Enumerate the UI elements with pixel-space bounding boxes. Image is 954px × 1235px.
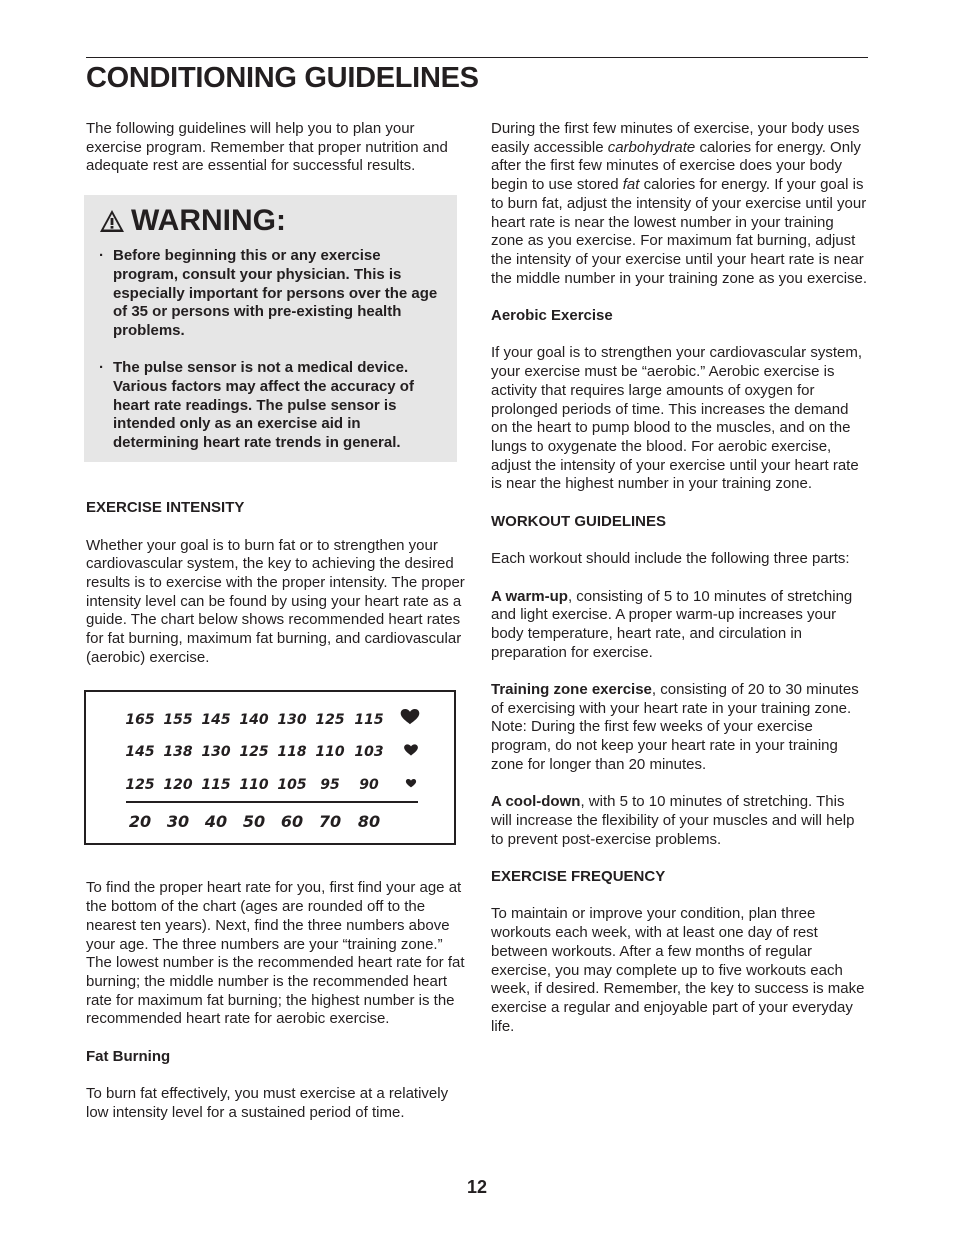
exercise-intensity-heading: EXERCISE INTENSITY [86, 499, 245, 517]
exercise-frequency-paragraph: To maintain or improve your condition, plan three workouts each week, with at least one day of rest between workouts. After a few months of regular exercise, you may complete up to five workouts each week, if desired. Remember, the key to success is make exercise a regular and enjoyable part of your everyday life. [491, 905, 865, 1035]
heart-rate-value: 140 [239, 712, 269, 728]
bullet-icon: · [99, 359, 104, 377]
page-title: CONDITIONING GUIDELINES [86, 62, 479, 94]
heart-rate-value: 125 [315, 712, 345, 728]
heart-rate-value: 103 [354, 744, 384, 760]
text-run: , consisting of 5 to 10 minutes of stretching and light exercise. A proper warm-up increases your body temperature, heart rate, and circulation in preparation for exercise. [491, 587, 853, 661]
aerobic-heading: Aerobic Exercise [491, 307, 613, 325]
warning-title: WARNING: [131, 204, 286, 238]
warning-heading [99, 203, 445, 239]
age-label: 80 [357, 812, 381, 831]
age-label: 60 [280, 812, 304, 831]
warning-item [99, 359, 445, 453]
intro-paragraph: The following guidelines will help you to plan your exercise program. Remember that proper nutrition and adequate rest are essential for successful results. [86, 120, 448, 175]
training-zone-label: Training zone exercise [491, 681, 652, 698]
exercise-intensity-paragraph: Whether your goal is to burn fat or to strengthen your cardiovascular system, the key to achieving the desired results is to exercise with the proper intensity. The proper intensity level can be found by using your heart rate as a guide. The chart below shows recommended heart rates for fat burning, maximum fat burning, and cardiovascular (aerobic) exercise. [86, 536, 465, 666]
text-run: calories for energy. If your goal is to burn fat, adjust the intensity of your exercise until your heart rate is near the lowest number in your training zone as you exercise. For maximum fat burning, adjust the intensity of your exercise until your heart rate is near the middle number in your training zone as you exercise. [491, 176, 868, 287]
heart-rate-value: 130 [277, 712, 307, 728]
warning-item-text: The pulse sensor is not a medical device. Various factors may affect the accuracy of heart rate readings. The pulse sensor is intended only as an exercise aid in determining heart rate trends in general. [113, 359, 414, 452]
heart-rate-value: 105 [277, 777, 307, 793]
text-run: , consisting of 20 to 30 minutes of exercising with your heart rate in your training zone. Note: During the first few weeks of your exercise program, do not keep your heart rate in your training zone for longer than 20 minutes. [491, 681, 859, 773]
age-label: 40 [204, 812, 228, 831]
heart-rate-value: 115 [354, 712, 384, 728]
heart-large-icon [401, 709, 420, 724]
text-run: During the first few minutes of exercise, your body uses easily accessible [491, 120, 860, 156]
heart-medium-icon [404, 744, 418, 755]
heart-rate-value: 118 [277, 744, 307, 760]
after-chart-paragraph: To find the proper heart rate for you, first find your age at the bottom of the chart (ages are rounded off to the nearest ten years). Next, find the three numbers above your age. The three numbers are your “training zone.” The lowest number is the recommended heart rate for fat burning; the middle number is the recommended heart rate for maximum fat burning; the highest number is the recommended heart rate for aerobic exercise. [86, 879, 465, 1028]
heart-rate-value: 155 [163, 712, 193, 728]
warning-item-text: Before beginning this or any exercise program, consult your physician. This is especially important for persons over the age of 35 or persons with pre-existing health problems. [113, 247, 438, 339]
age-label: 70 [318, 812, 342, 831]
warm-up-paragraph [491, 588, 869, 663]
heart-rate-value: 120 [163, 777, 193, 793]
heart-rate-value: 125 [239, 744, 269, 760]
heart-rate-value: 110 [315, 744, 345, 760]
aerobic-paragraph: If your goal is to strengthen your cardiovascular system, your exercise must be “aerobic.” Aerobic exercise is activity that requires large amounts of oxygen for prolonged periods of time. This increases the demand on the heart to pump blood to the muscles, and on the lungs to oxygenate the blood. For aerobic exercise, adjust the intensity of your exercise until your heart rate is near the highest number in your training zone. [491, 344, 863, 493]
emphasis-text: carbohydrate [607, 138, 696, 156]
warning-box [84, 195, 457, 462]
warning-item [99, 247, 445, 341]
age-label: 50 [242, 812, 266, 831]
warm-up-label: A warm-up [491, 587, 568, 605]
heart-rate-value: 125 [125, 777, 155, 793]
heart-rate-value: 95 [320, 777, 340, 793]
heart-rate-chart-svg [86, 692, 454, 843]
cool-down-label: A cool-down [491, 793, 581, 811]
heart-rate-value: 90 [359, 777, 379, 793]
text-run: calories for energy. Only after the first few minutes of exercise does your body begin to use stored [491, 138, 861, 194]
age-label: 20 [128, 812, 152, 831]
heart-rate-value: 145 [125, 744, 155, 760]
heart-rate-value: 138 [163, 744, 193, 760]
training-zone-paragraph [491, 681, 869, 775]
heart-rate-value: 130 [201, 744, 231, 760]
emphasis-text: fat [622, 176, 640, 194]
workout-intro: Each workout should include the following three parts: [491, 550, 850, 568]
right-column [491, 120, 869, 1036]
bullet-icon: · [99, 247, 104, 265]
fat-burning-paragraph: To burn fat effectively, you must exercise at a relatively low intensity level for a sustained period of time. [86, 1085, 449, 1121]
age-label: 30 [166, 812, 190, 831]
heart-rate-value: 115 [201, 777, 231, 793]
heart-rate-value: 110 [239, 777, 269, 793]
fat-burning-heading: Fat Burning [86, 1047, 171, 1065]
left-column [86, 120, 466, 1123]
heart-rate-chart [84, 690, 456, 845]
heart-small-icon [406, 779, 416, 787]
page-number: 12 [466, 1177, 488, 1197]
fat-burning-continued-paragraph [491, 120, 869, 288]
warning-triangle-icon [99, 209, 125, 233]
text-run: , with 5 to 10 minutes of stretching. This will increase the flexibility of your muscles and will help to prevent post-exercise problems. [491, 793, 855, 848]
heart-rate-value: 165 [125, 712, 155, 728]
exercise-frequency-heading: EXERCISE FREQUENCY [491, 868, 666, 885]
workout-guidelines-heading: WORKOUT GUIDELINES [491, 512, 666, 530]
cool-down-paragraph [491, 793, 869, 849]
heart-rate-value: 145 [201, 712, 231, 728]
